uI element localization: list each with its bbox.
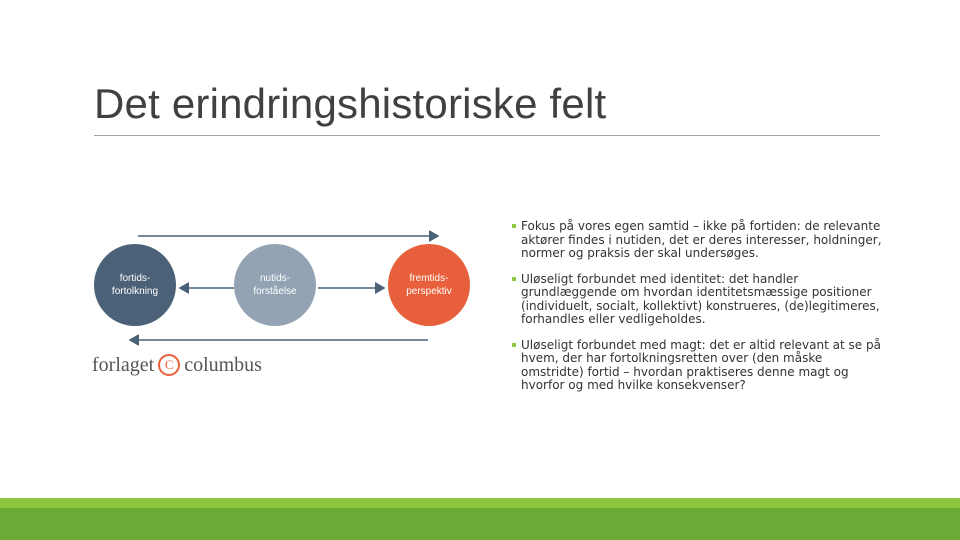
bullet-list — [512, 220, 882, 405]
footer-band-highlight — [0, 498, 960, 508]
logo-text-left: forlaget — [92, 353, 155, 376]
node-label: fremtids- perspektiv — [406, 273, 452, 297]
logo-text-right: columbus — [184, 353, 262, 376]
node-fremtidsperspektiv — [388, 244, 470, 326]
bullet-text: Uløseligt forbundet med magt: det er altid relevant at se på hvem, der har fortolkningsretten over (den måske omstridte) fortid – hvordan praktiseres denne magt og hvorfor og med hvilke konsekvenser? — [521, 337, 881, 392]
bullet-text: Fokus på vores egen samtid – ikke på fortiden: de relevante aktører findes i nutiden, det er deres interesser, holdninger, normer og praksis der skal undersøges. — [521, 219, 882, 260]
bullet-text: Uløseligt forbundet med identitet: det handler grundlæggende om hvordan identitetsmæssige positioner (individuelt, socialt, kollektivt) konstrueres, (de)legitimeres, forhandles eller vedligeholdes. — [521, 271, 880, 326]
logo-mark-icon: C — [158, 354, 180, 376]
node-nutidsforstaaelse — [234, 244, 316, 326]
bullet-square-icon — [512, 277, 516, 281]
bullet-square-icon — [512, 224, 516, 228]
node-label: nutids- forståelse — [253, 273, 297, 297]
bullet-square-icon — [512, 343, 516, 347]
node-label: fortids- fortolkning — [111, 273, 159, 297]
title-divider — [94, 135, 880, 136]
publisher-logo — [92, 352, 262, 378]
bullet-item — [512, 339, 882, 393]
footer-band — [0, 498, 960, 540]
bullet-item — [512, 220, 882, 261]
bullet-item — [512, 273, 882, 327]
slide-title: Det erindringshistoriske felt — [94, 80, 607, 127]
node-fortidsfortolkning — [94, 244, 176, 326]
